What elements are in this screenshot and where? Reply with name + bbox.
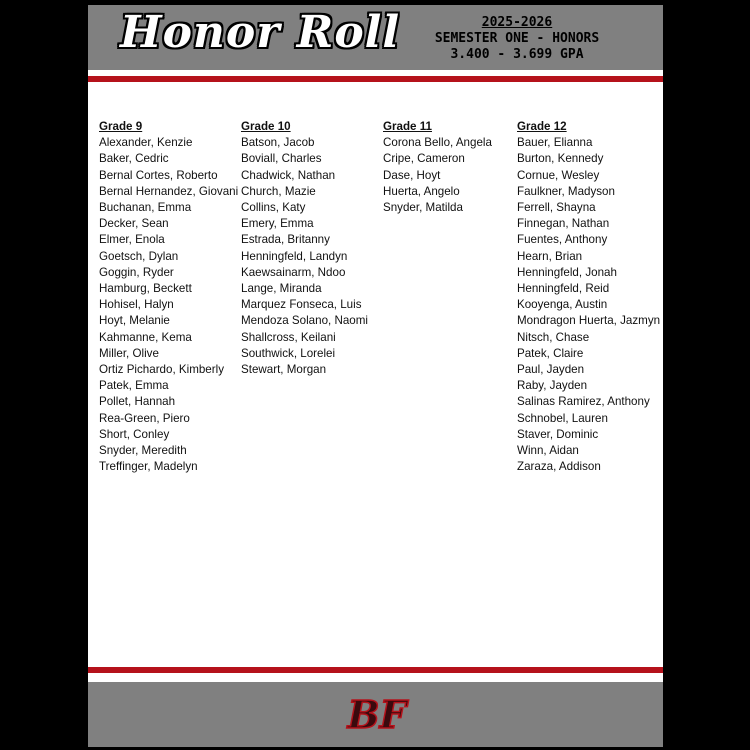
student-name: Church, Mazie <box>241 184 316 198</box>
student-name: Staver, Dominic <box>517 427 599 441</box>
student-name: Hearn, Brian <box>517 249 583 263</box>
student-name: Short, Conley <box>99 427 170 441</box>
grade-10-column <box>241 119 368 378</box>
student-name: Southwick, Lorelei <box>241 346 336 360</box>
student-name: Kaewsainarm, Ndoo <box>241 265 346 279</box>
student-name: Treffinger, Madelyn <box>99 460 198 474</box>
grade-heading: Grade 10 <box>241 120 291 133</box>
student-name: Pollet, Hannah <box>99 395 176 409</box>
student-name: Chadwick, Nathan <box>241 168 336 182</box>
student-name: Snyder, Matilda <box>383 201 463 215</box>
student-name: Emery, Emma <box>241 217 314 231</box>
student-name: Collins, Katy <box>241 201 306 215</box>
student-name: Salinas Ramirez, Anthony <box>517 395 650 409</box>
student-name: Buchanan, Emma <box>99 201 192 215</box>
student-name: Kahmanne, Kema <box>99 330 192 344</box>
student-name: Corona Bello, Angela <box>383 136 492 150</box>
student-name: Winn, Aidan <box>517 444 579 458</box>
student-name: Hoyt, Melanie <box>99 314 170 328</box>
student-name: Henningfeld, Jonah <box>517 265 617 279</box>
grade-12-column <box>517 119 660 475</box>
student-name: Bernal Cortes, Roberto <box>99 168 218 182</box>
student-name: Dase, Hoyt <box>383 168 441 182</box>
student-name: Miller, Olive <box>99 346 159 360</box>
student-name: Ferrell, Shayna <box>517 201 596 215</box>
student-name: Mendoza Solano, Naomi <box>241 314 368 328</box>
student-name: Henningfeld, Reid <box>517 282 610 296</box>
student-name: Paul, Jayden <box>517 363 585 377</box>
semester-label: SEMESTER ONE - HONORS <box>434 31 600 46</box>
student-name: Rea-Green, Piero <box>99 411 190 425</box>
footer-banner <box>88 682 663 747</box>
student-name: Ortiz Pichardo, Kimberly <box>99 363 224 377</box>
grade-heading: Grade 12 <box>517 120 567 133</box>
student-name: Burton, Kennedy <box>517 152 604 166</box>
honor-roll-page <box>88 5 663 747</box>
top-red-stripe <box>88 76 663 82</box>
student-name: Stewart, Morgan <box>241 363 327 377</box>
student-name: Lange, Miranda <box>241 282 322 296</box>
student-name: Huerta, Angelo <box>383 184 460 198</box>
gpa-range: 3.400 - 3.699 GPA <box>450 47 584 62</box>
student-name: Batson, Jacob <box>241 136 315 150</box>
school-year: 2025-2026 <box>481 15 553 30</box>
grade-heading: Grade 11 <box>383 120 432 133</box>
student-name: Bernal Hernandez, Giovani <box>99 184 239 198</box>
student-name: Henningfeld, Landyn <box>241 249 348 263</box>
student-name: Finnegan, Nathan <box>517 217 610 231</box>
logo-text: BF <box>347 692 407 737</box>
student-name: Goggin, Ryder <box>99 265 174 279</box>
header-banner <box>88 5 663 70</box>
student-name: Boviall, Charles <box>241 152 322 166</box>
student-name: Fuentes, Anthony <box>517 233 608 247</box>
student-name: Patek, Emma <box>99 379 169 393</box>
student-name: Alexander, Kenzie <box>99 136 193 150</box>
page-title: Honor Roll <box>120 7 401 58</box>
student-name: Raby, Jayden <box>517 379 588 393</box>
student-name: Mondragon Huerta, Jazmyn <box>517 314 661 328</box>
grade-9-column <box>99 119 238 475</box>
student-name: Elmer, Enola <box>99 233 165 247</box>
student-name: Snyder, Meredith <box>99 444 187 458</box>
student-name: Kooyenga, Austin <box>517 298 608 312</box>
student-name: Cripe, Cameron <box>383 152 465 166</box>
student-name: Schnobel, Lauren <box>517 411 608 425</box>
student-name: Shallcross, Keilani <box>241 330 336 344</box>
grade-11-column <box>383 119 492 216</box>
school-logo <box>344 692 410 738</box>
student-name: Estrada, Britanny <box>241 233 330 247</box>
student-name: Marquez Fonseca, Luis <box>241 298 362 312</box>
bottom-red-stripe <box>88 667 663 673</box>
student-name: Patek, Claire <box>517 346 584 360</box>
student-name: Decker, Sean <box>99 217 169 231</box>
student-name: Baker, Cedric <box>99 152 169 166</box>
student-name: Cornue, Wesley <box>517 168 600 182</box>
student-name: Bauer, Elianna <box>517 136 593 150</box>
grade-heading: Grade 9 <box>99 120 143 133</box>
student-name: Nitsch, Chase <box>517 330 590 344</box>
student-name: Goetsch, Dylan <box>99 249 179 263</box>
student-name: Hohisel, Halyn <box>99 298 174 312</box>
student-name: Hamburg, Beckett <box>99 282 192 296</box>
student-name: Faulkner, Madyson <box>517 184 615 198</box>
student-name: Zaraza, Addison <box>517 460 601 474</box>
